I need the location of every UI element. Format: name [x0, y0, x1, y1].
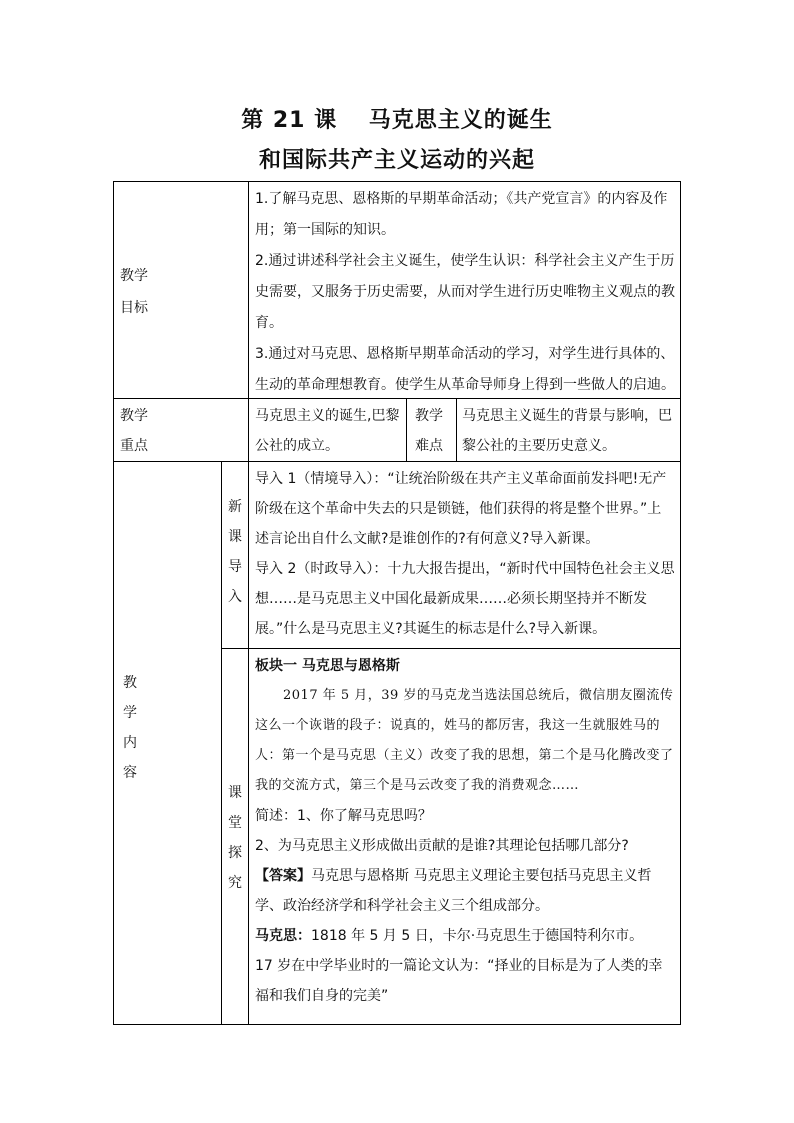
intro-paragraph-1: 导入 1（情境导入）：“让统治阶级在共产主义革命面前发抖吧!无产阶级在这个革命中失去的只是锁链，他们获得的将是整个世界。”上述言论出自什么文献?是谁创作的?有何意义?导入新课。 — [255, 471, 667, 547]
content-label-char: 内 — [123, 735, 137, 751]
answer-tag: 【答案】 — [255, 868, 311, 884]
intro-label-char: 新 — [228, 499, 242, 515]
explore-content — [255, 651, 675, 1011]
goal-item-3: 3.通过对马克思、恩格斯早期革命活动的学习，对学生进行具体的、生动的革命理想教育。使学生从革命导师身上得到一些做人的启迪。 — [255, 346, 675, 393]
marx-tag: 马克思： — [255, 928, 311, 944]
intro-content — [255, 464, 675, 644]
table-border-left — [113, 181, 114, 1025]
question-2: 2、为马克思主义形成做出贡献的是谁?其理论包括哪几部分? — [255, 838, 629, 854]
focus-text: 马克思主义的诞生,巴黎公社的成立。 — [255, 408, 400, 454]
page-title-line1: 第 21 课 马克思主义的诞生 — [241, 108, 553, 133]
focus-label-line1: 教学 — [120, 408, 148, 424]
difficulty-label — [415, 401, 451, 461]
section-title: 板块一 马克思与恩格斯 — [255, 658, 400, 674]
page-title-line2: 和国际共产主义运动的兴起 — [258, 148, 535, 173]
story-paragraph: 2017 年 5 月，39 岁的马克龙当选法国总统后，微信朋友圈流传这么一个诙谐的段子：说真的，姓马的都厉害，我这一生就服姓马的人：第一个是马克思（主义）改变了我的思想，第二个是马化腾改变了我的交流方式，第三个是马云改变了我的消费观念…… — [255, 688, 674, 793]
focus-label — [120, 401, 220, 461]
intro-label-char: 入 — [228, 589, 242, 605]
intro-label-char: 导 — [228, 559, 242, 575]
difficulty-label-line2: 难点 — [415, 438, 443, 454]
marx-text: 1818 年 5 月 5 日，卡尔·马克思生于德国特利尔市。 — [311, 928, 644, 944]
intro-paragraph-2: 导入 2（时政导入）：十九大报告提出，“新时代中国特色社会主义思想……是马克思主义中国化最新成果……必须长期坚持并不断发展。”什么是马克思主义?其诞生的标志是什么?导入新课。 — [255, 561, 675, 637]
table-row-divider-focus — [113, 461, 681, 462]
table-col-divider-main — [248, 181, 249, 1025]
explore-label-char: 究 — [228, 875, 242, 891]
explore-label-char: 课 — [228, 785, 242, 801]
explore-label-char: 探 — [228, 845, 242, 861]
intro-label — [226, 492, 244, 612]
essay-paragraph: 17 岁在中学毕业时的一篇论文认为：“择业的目标是为了人类的幸福和我们自身的完美” — [255, 958, 663, 1004]
difficulty-text: 马克思主义诞生的背景与影响，巴黎公社的主要历史意义。 — [462, 408, 672, 454]
explore-label-char: 堂 — [228, 815, 242, 831]
table-border-bottom — [113, 1024, 681, 1025]
goals-content — [255, 184, 675, 401]
table-subrow-divider — [221, 648, 681, 649]
intro-label-char: 课 — [228, 529, 242, 545]
goals-label — [120, 260, 220, 324]
table-border-top — [113, 181, 681, 182]
table-col-divider-focus1 — [406, 398, 407, 461]
marx-paragraph — [255, 921, 675, 951]
answer-paragraph — [255, 861, 675, 921]
goal-item-1: 1.了解马克思、恩格斯的早期革命活动；《共产党宣言》的内容及作用；第一国际的知识。 — [255, 191, 668, 238]
table-col-divider-focus2 — [456, 398, 457, 461]
difficulty-label-line1: 教学 — [415, 408, 443, 424]
goals-label-line1: 教学 — [120, 268, 148, 284]
explore-label — [226, 778, 244, 898]
goals-label-line2: 目标 — [120, 300, 148, 316]
focus-label-line2: 重点 — [120, 438, 148, 454]
table-col-divider-sub — [221, 461, 222, 1025]
content-label — [120, 668, 140, 788]
content-label-char: 学 — [123, 705, 137, 721]
content-label-char: 教 — [123, 675, 137, 691]
goal-item-2: 2.通过讲述科学社会主义诞生，使学生认识：科学社会主义产生于历史需要，又服务于历史需要，从而对学生进行历史唯物主义观点的教育。 — [255, 253, 675, 331]
question-intro: 简述：1、你了解马克思吗？ — [255, 808, 432, 824]
answer-text: 马克思与恩格斯 马克思主义理论主要包括马克思主义哲学、政治经济学和科学社会主义三个组成部分。 — [255, 868, 652, 914]
table-border-right — [680, 181, 681, 1025]
content-label-char: 容 — [123, 765, 137, 781]
